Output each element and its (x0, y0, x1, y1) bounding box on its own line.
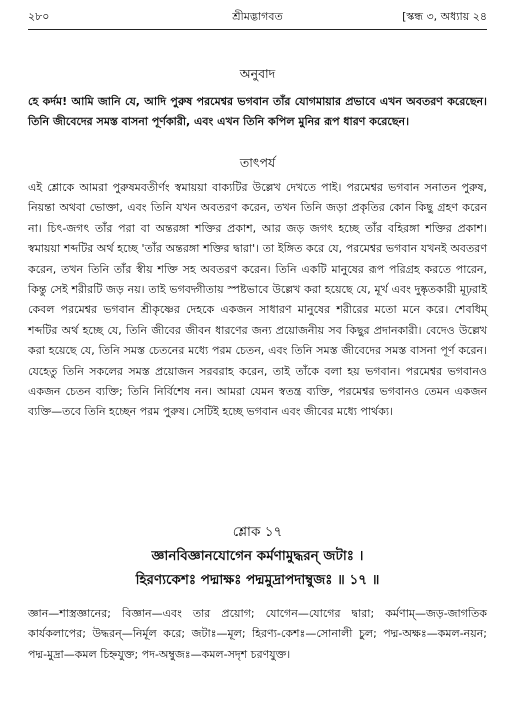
page-header (28, 8, 487, 26)
verse-line-1: জ্ঞানবিজ্ঞানযোগেন কর্মণামুদ্ধরন্ জটাঃ । (151, 548, 364, 564)
book-title: শ্রীমদ্ভাগবত (232, 10, 283, 23)
page-number: ২৮০ (28, 10, 50, 23)
verse-heading: শ্লোক ১৭ (232, 524, 283, 540)
synonyms-text: জ্ঞান—শাস্ত্রজ্ঞানের; বিজ্ঞান—এবং তার প্রয়োগ; যোগেন—যোগের দ্বারা; কর্মণাম্—জড়-জাগতিক কার্যকলাপের; উদ্ধরন্—নির্মূল করে; জটাঃ—মূল; হিরণ্য-কেশঃ—সোনালী চুল; পদ্ম-অক্ষঃ—কমল-নয়ন; পদ্ম-মুদ্রা—কমল চিহ্নযুক্ত; পদ-অম্বুজঃ—কমল-সদৃশ চরণযুক্ত। (28, 607, 487, 661)
verse-line-2: হিরণ্যকেশঃ পদ্মাক্ষঃ পদ্মমুদ্রাপদাম্বুজঃ ॥ ১৭ ॥ (135, 572, 380, 588)
header-rule (28, 29, 487, 30)
translation-heading: অনুবাদ (239, 66, 276, 81)
purport-text: এই শ্লোকে আমরা পুরুষমবতীর্ণং স্বমায়য়া বাক্যটির উল্লেখ দেখতে পাই। পরমেশ্বর ভগবান সনাতন পুরুষ, নিয়ন্তা অথবা ভোক্তা, এবং তিনি যখন অবতরণ করেন, তখন তিনি জড়া প্রকৃতির কোন কিছু গ্রহণ করেন না। চিৎ-জগৎ তাঁর পরা বা অন্তরঙ্গা শক্তির প্রকাশ, আর জড় জগৎ হচ্ছে তাঁর বহিরঙ্গা শক্তির প্রকাশ। স্বমায়য়া শব্দটির অর্থ হচ্ছে 'তাঁর অন্তরঙ্গা শক্তির দ্বারা'। তা ইঙ্গিত করে যে, পরমেশ্বর ভগবান যখনই অবতরণ করেন, তখন তিনি তাঁর স্বীয় শক্তি সহ অবতরণ করেন। তিনি একটি মানুষের রূপ পরিগ্রহ করতে পারেন, কিন্তু সেই শরীরটি জড় নয়। তাই ভগবদ্গীতায় স্পষ্টভাবে উল্লেখ করা হয়েছে যে, মূর্খ এবং দুষ্কৃতকারী মূঢ়রাই কেবল পরমেশ্বর ভগবান শ্রীকৃষ্ণের দেহকে একজন সাধারণ মানুষের শরীরের মতো মনে করে। শেবধিম্ শব্দটির অর্থ হচ্ছে যে, তিনি জীবের জীবন ধারণের জন্য প্রয়োজনীয় সব কিছুর প্রদানকারী। বেদেও উল্লেখ করা হয়েছে যে, তিনি সমস্ত চেতনের মধ্যে পরম চেতন, এবং তিনি সমস্ত জীবেদের সমস্ত বাসনা পূর্ণ করেন। যেহেতু তিনি সকলের সমস্ত প্রয়োজন সরবরাহ করেন, তাই তাঁকে বলা হয় ভগবান। পরমেশ্বর ভগবানও একজন চেতন ব্যক্তি; তিনি নির্বিশেষ নন। আমরা যেমন স্বতন্ত্র ব্যক্তি, পরমেশ্বর ভগবানও তেমন একজন ব্যক্তি—তবে তিনি হচ্ছেন পরম পুরুষ। সেটিই হচ্ছে ভগবান এবং জীবের মধ্যে পার্থক্য। (28, 181, 487, 419)
purport-heading: তাৎপর্য (239, 155, 276, 170)
translation-text: হে কর্দম! আমি জানি যে, আদি পুরুষ পরমেশ্বর ভগবান তাঁর যোগমায়ার প্রভাবে এখন অবতরণ করেছেন। তিনি জীবেদের সমস্ত বাসনা পূর্ণকারী, এবং এখন তিনি কপিল মুনির রূপ ধারণ করেছেন। (28, 95, 487, 129)
chapter-reference: [স্কন্ধ ৩, অধ্যায় ২৪ (402, 10, 487, 23)
